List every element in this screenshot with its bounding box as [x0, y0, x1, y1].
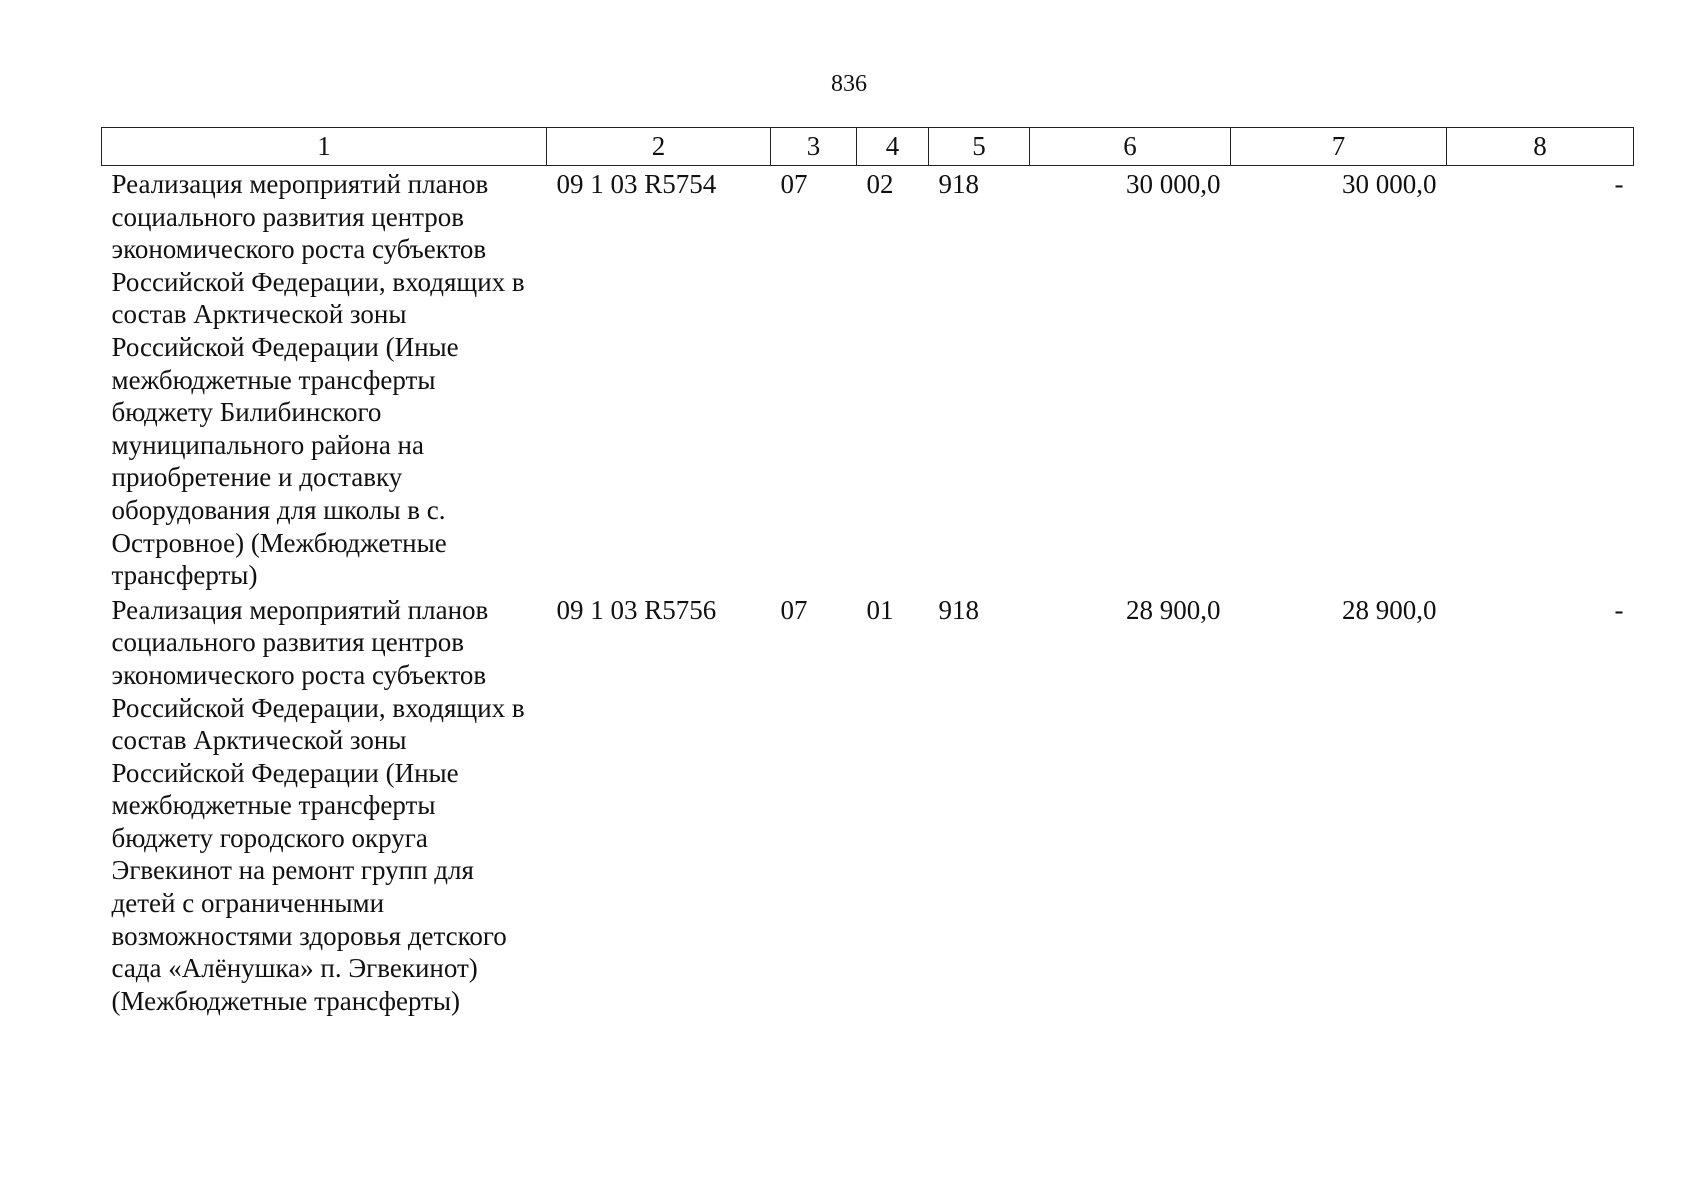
row-expense-type: 918 — [938, 169, 979, 199]
column-header-3: 3 — [771, 128, 857, 166]
row-description: Реализация мероприятий планов социального развития центров экономического роста субъектов Российской Федерации, входящих в состав Арктической зоны Российской Федерации (Иные межбюджетные трансферты бюджету Билибинского муниципального района на приобретение и доставку оборудования для школы в с. Островное) (Межбюджетные трансферты) — [111, 169, 525, 591]
header-row — [102, 128, 1634, 166]
column-header-4: 4 — [857, 128, 929, 166]
row-amount-total: 28 900,0 — [1126, 594, 1221, 625]
row-amount-other: - — [1614, 169, 1624, 199]
column-header-5: 5 — [929, 128, 1030, 166]
row-target-code: 09 1 03 R5754 — [556, 169, 717, 199]
row-amount-federal: 28 900,0 — [1342, 594, 1437, 625]
row-section: 07 — [780, 594, 808, 625]
page-number: 836 — [831, 71, 867, 97]
column-header-7: 7 — [1231, 128, 1447, 166]
column-header-1: 1 — [102, 128, 547, 166]
row-subsection: 01 — [866, 594, 894, 625]
row-amount-federal: 30 000,0 — [1342, 169, 1437, 199]
row-expense-type: 918 — [938, 594, 979, 625]
table-row — [102, 166, 1634, 592]
column-header-6: 6 — [1030, 128, 1231, 166]
row-amount-total: 30 000,0 — [1126, 169, 1221, 199]
row-amount-other: - — [1614, 594, 1624, 625]
table-header — [102, 128, 1634, 166]
table-body — [102, 166, 1634, 1018]
row-description: Реализация мероприятий планов социального развития центров экономического роста субъектов Российской Федерации, входящих в состав Арктической зоны Российской Федерации (Иные межбюджетные трансферты бюджету городского округа Эгвекинот на ремонт групп для детей с ограниченными возможностями здоровья детского сада «Алёнушка» п. Эгвекинот) (Межбюджетные трансферты) — [111, 594, 525, 1016]
budget-table — [101, 127, 1634, 1017]
column-header-8: 8 — [1447, 128, 1634, 166]
column-header-2: 2 — [547, 128, 771, 166]
row-subsection: 02 — [866, 169, 894, 199]
row-target-code: 09 1 03 R5756 — [556, 594, 717, 625]
table-row — [102, 592, 1634, 1018]
row-section: 07 — [780, 169, 808, 199]
